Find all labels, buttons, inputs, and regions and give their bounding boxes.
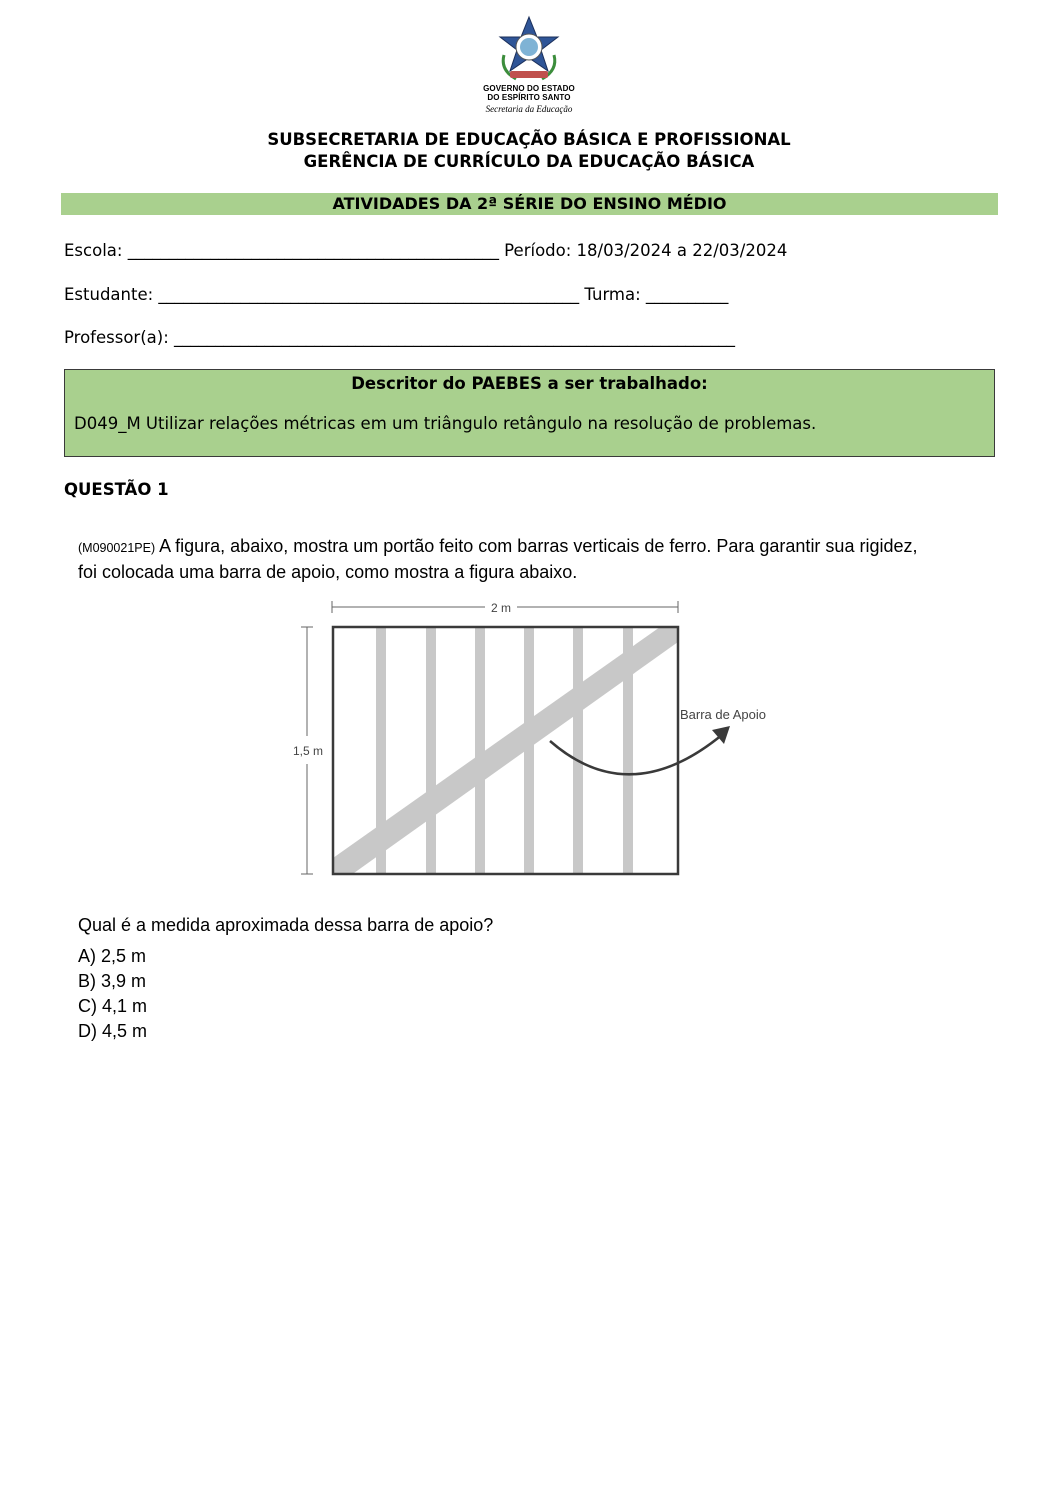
option-d[interactable]: D) 4,5 m (78, 1021, 148, 1041)
estudante-field[interactable]: Estudante: ___________________________________________________ Turma: __________ (64, 285, 729, 304)
option-b[interactable]: B) 3,9 m (78, 971, 147, 991)
width-dimension (332, 601, 678, 615)
professor-field[interactable]: Professor(a): ____________________________________________________________________ (64, 328, 735, 347)
support-label: Barra de Apoio (680, 707, 767, 722)
question-text-line-1 (78, 536, 917, 557)
coat-of-arms-icon (496, 15, 562, 83)
question-prompt: Qual é a medida aproximada dessa barra de apoio? (78, 915, 494, 935)
height-label: 1,5 m (292, 744, 324, 758)
series-title: ATIVIDADES DA 2ª SÉRIE DO ENSINO MÉDIO (332, 194, 727, 213)
question-statement: A figura, abaixo, mostra um portão feito com barras verticais de ferro. Para garantir sua rigidez, (155, 536, 918, 556)
descritor-title: Descritor do PAEBES a ser trabalhado: (351, 374, 708, 393)
width-label: 2 m (490, 601, 512, 615)
question-label: QUESTÃO 1 (64, 480, 169, 499)
question-text-line-2: foi colocada uma barra de apoio, como mostra a figura abaixo. (78, 562, 578, 582)
series-bar (61, 193, 998, 215)
title-line-1: SUBSECRETARIA DE EDUCAÇÃO BÁSICA E PROFISSIONAL (267, 130, 791, 149)
secretaria-caption: Secretaria da Educação (485, 104, 573, 114)
option-a[interactable]: A) 2,5 m (78, 946, 147, 966)
question-code: (M090021PE) (78, 541, 156, 555)
descritor-text: D049_M Utilizar relações métricas em um triângulo retângulo na resolução de problemas. (74, 414, 817, 433)
height-dimension (293, 627, 323, 874)
option-c[interactable]: C) 4,1 m (78, 996, 148, 1016)
title-line-2: GERÊNCIA DE CURRÍCULO DA EDUCAÇÃO BÁSICA (303, 152, 755, 171)
descritor-box (64, 369, 995, 457)
gov-line-1: GOVERNO DO ESTADO (483, 84, 575, 93)
gov-line-2: DO ESPÍRITO SANTO (487, 93, 571, 102)
escola-field[interactable]: Escola: _____________________________________________ Período: 18/03/2024 a 22/03/2024 (64, 241, 788, 260)
gate-figure (280, 596, 800, 886)
